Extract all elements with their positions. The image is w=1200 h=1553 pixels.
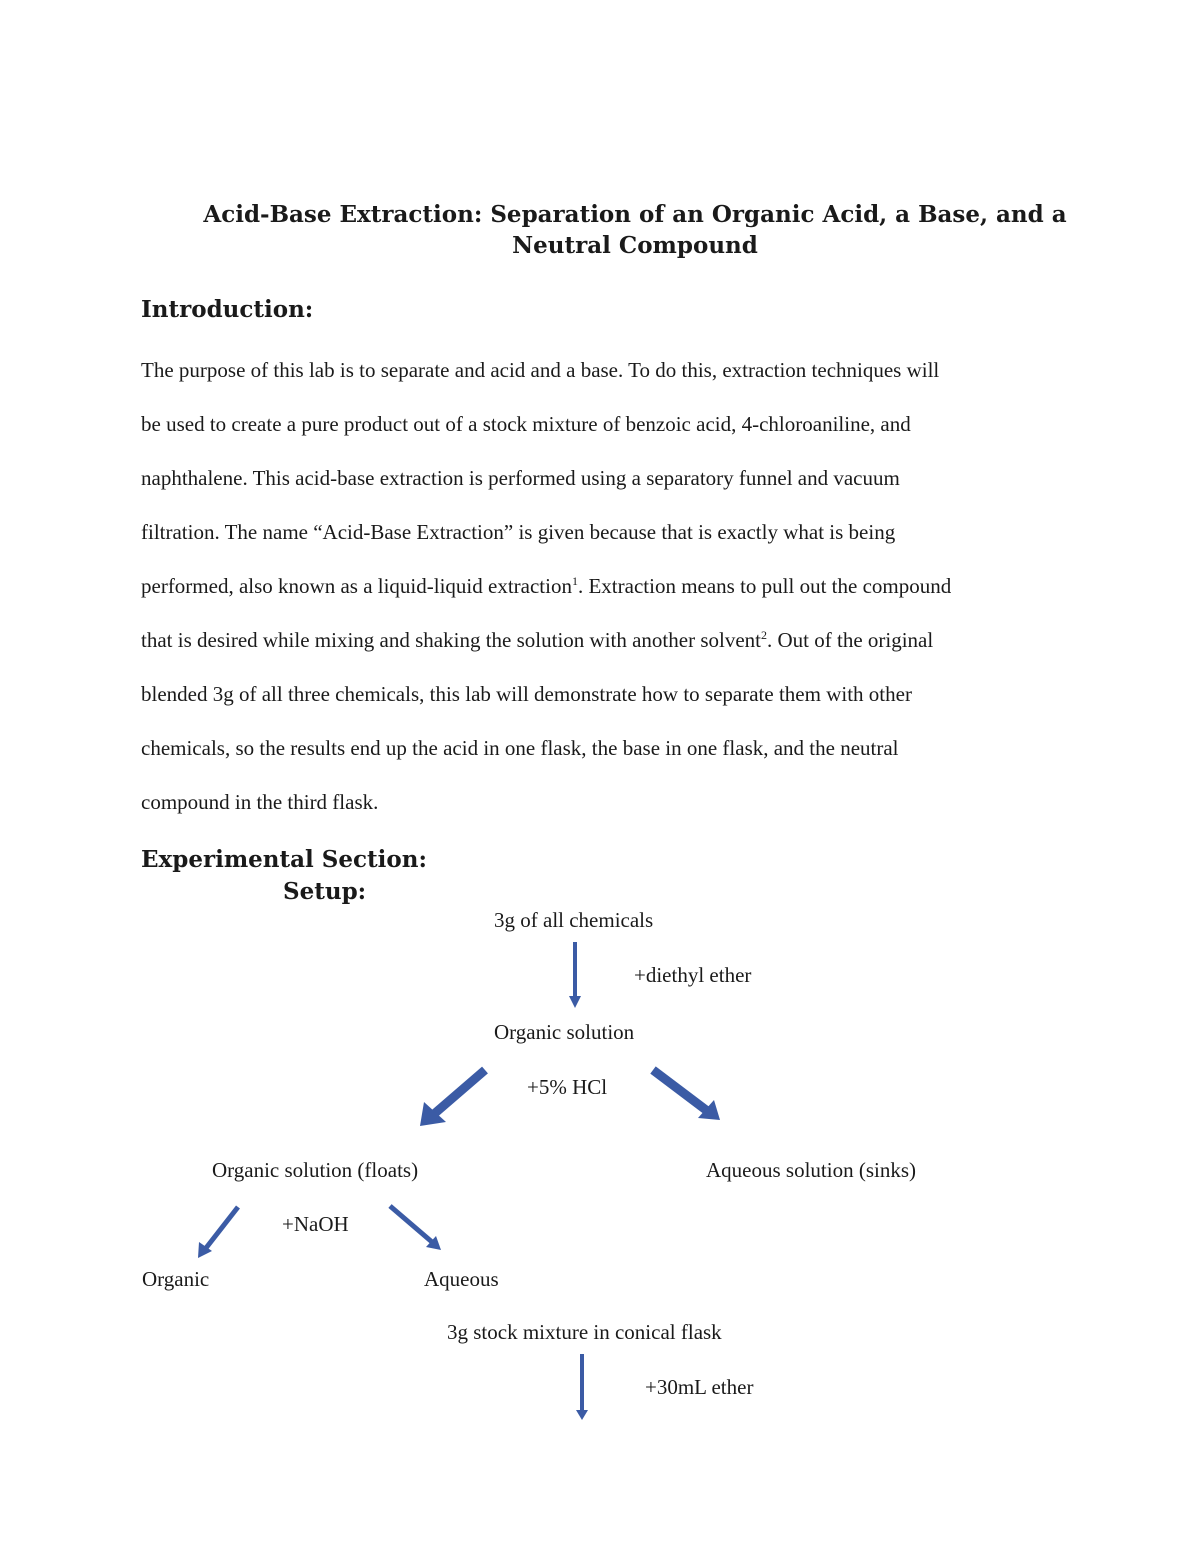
down-left-arrow-icon bbox=[420, 1070, 485, 1126]
flow-organic: Organic bbox=[142, 1267, 210, 1291]
intro-line-1: The purpose of this lab is to separate and acid and a base. To do this, extraction techniques will bbox=[141, 358, 940, 382]
naoh-right-arrow-icon bbox=[390, 1206, 441, 1250]
reference-2: 2 bbox=[761, 628, 767, 642]
flow-reagent-ether: +30mL ether bbox=[645, 1375, 754, 1399]
introduction-heading: Introduction: bbox=[141, 296, 314, 323]
flow-reagent-naoh: +NaOH bbox=[282, 1212, 349, 1236]
flow-aqueous: Aqueous bbox=[424, 1267, 499, 1291]
down-right-arrow-icon bbox=[653, 1070, 720, 1120]
reference-1: 1 bbox=[571, 574, 578, 588]
flow-reagent-hcl: +5% HCl bbox=[527, 1075, 608, 1099]
flow-reagent-diethyl-ether: +diethyl ether bbox=[634, 963, 752, 987]
intro-line-9: compound in the third flask. bbox=[141, 790, 379, 814]
intro-line-6-text-a: that is desired while mixing and shaking the solution with another solvent bbox=[141, 628, 761, 652]
intro-line-8: chemicals, so the results end up the acid in one flask, the base in one flask, and the neutral bbox=[141, 736, 899, 760]
intro-line-5 bbox=[141, 574, 951, 598]
intro-line-5-text-b: . Extraction means to pull out the compound bbox=[577, 574, 952, 598]
intro-line-2: be used to create a pure product out of a stock mixture of benzoic acid, 4-chloroaniline, and bbox=[141, 412, 911, 436]
document-title bbox=[140, 199, 1130, 261]
flow-organic-solution: Organic solution bbox=[494, 1020, 635, 1044]
naoh-left-arrow-icon bbox=[198, 1207, 238, 1258]
intro-line-5-text-a: performed, also known as a liquid-liquid extraction bbox=[141, 574, 572, 598]
intro-line-4: filtration. The name “Acid-Base Extraction” is given because that is exactly what is being bbox=[141, 520, 896, 544]
title-line-1: Acid-Base Extraction: Separation of an Organic Acid, a Base, and a bbox=[203, 201, 1067, 228]
flow-stock-mixture: 3g stock mixture in conical flask bbox=[447, 1320, 722, 1344]
ether-down-arrow-icon bbox=[576, 1354, 588, 1420]
intro-line-6 bbox=[141, 628, 933, 652]
experimental-heading: Experimental Section: bbox=[141, 846, 427, 873]
flow-start-label: 3g of all chemicals bbox=[494, 908, 654, 932]
setup-subheading: Setup: bbox=[283, 878, 367, 905]
intro-line-7: blended 3g of all three chemicals, this lab will demonstrate how to separate them with other bbox=[141, 682, 912, 706]
down-arrow-icon bbox=[569, 942, 581, 1008]
intro-line-6-text-b: . Out of the original bbox=[767, 628, 934, 652]
title-line-2: Neutral Compound bbox=[512, 232, 758, 259]
intro-line-3: naphthalene. This acid-base extraction is performed using a separatory funnel and vacuum bbox=[141, 466, 900, 490]
flow-aqueous-sinks: Aqueous solution (sinks) bbox=[706, 1158, 916, 1182]
flow-organic-floats: Organic solution (floats) bbox=[212, 1158, 419, 1182]
